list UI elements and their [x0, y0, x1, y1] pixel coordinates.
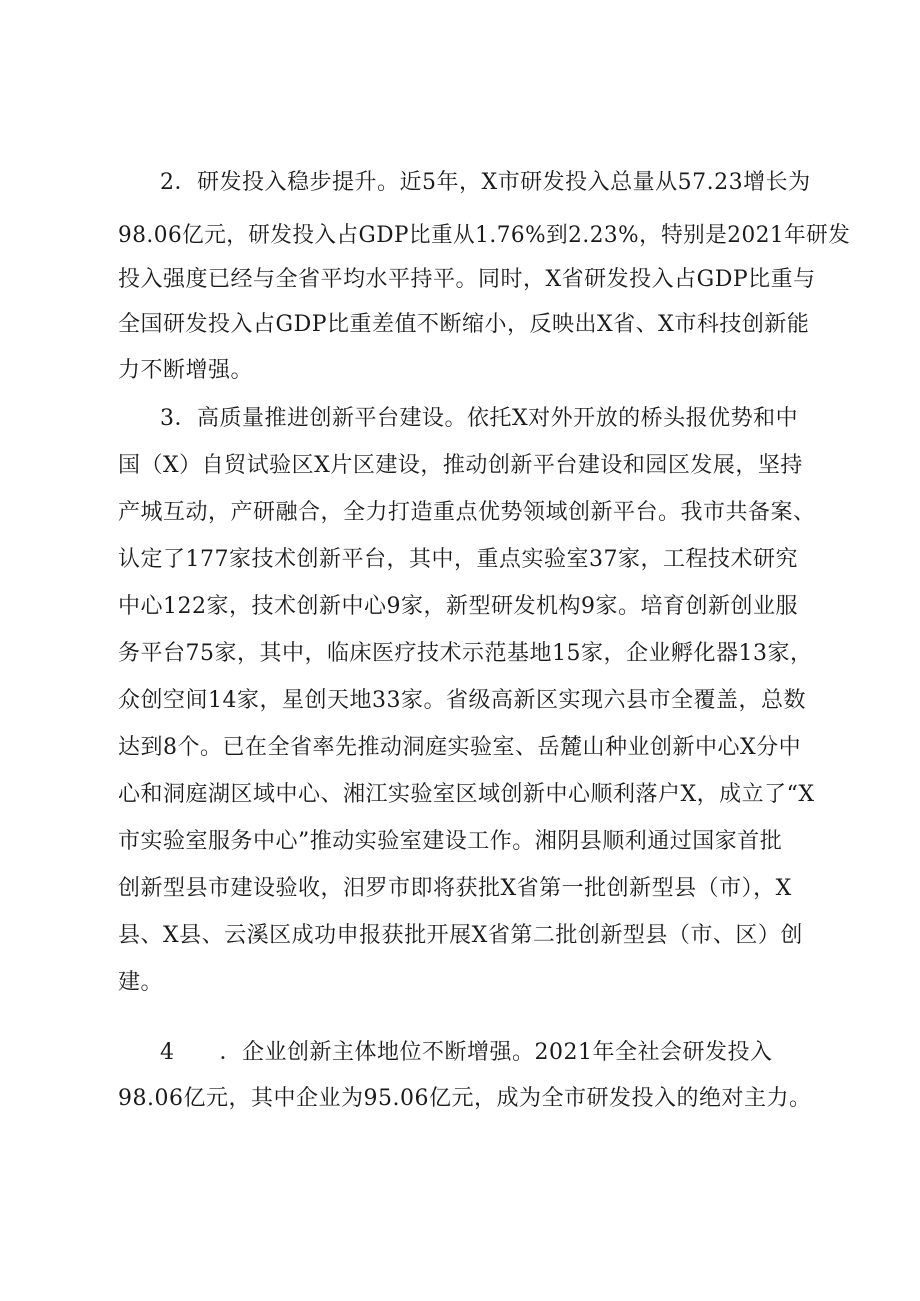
- paragraph-3-line-5: 中心122家，技术创新中心9家，新型研发机构9家。培育创新创业服: [118, 594, 798, 619]
- paragraph-3-line-13: 建。: [118, 970, 164, 995]
- paragraph-2-line-2: 98.06亿元，研发投入占GDP比重从1.76%到2.23%，特别是2021年研发: [118, 223, 851, 248]
- paragraph-3-line-12: 县、X县、云溪区成功申报获批开展X省第二批创新型县（市、区）创: [118, 923, 803, 948]
- paragraph-3-line-2: 国（X）自贸试验区X片区建设，推动创新平台建设和园区发展，坚持: [118, 453, 803, 478]
- paragraph-2-line-5: 力不断增强。: [118, 358, 254, 383]
- paragraph-3-line-10: 市实验室服务中心”推动实验室建设工作。湘阴县顺利通过国家首批: [118, 829, 783, 854]
- paragraph-3-line-9: 心和洞庭湖区域中心、湘江实验室区域创新中心顺利落户X，成立了“X: [118, 782, 815, 807]
- paragraph-3-line-4: 认定了177家技术创新平台，其中，重点实验室37家，工程技术研究: [118, 547, 798, 572]
- paragraph-3-line-7: 众创空间14家，星创天地33家。省级高新区实现六县市全覆盖，总数: [118, 688, 806, 713]
- paragraph-2-line-1: 2．研发投入稳步提升。近5年，X市研发投入总量从57.23增长为: [160, 170, 811, 195]
- paragraph-3-line-1: 3．高质量推进创新平台建设。依托X对外开放的桥头报优势和中: [160, 406, 799, 431]
- paragraph-3-line-6: 务平台75家，其中，临床医疗技术示范基地15家，企业孵化器13家，: [118, 641, 813, 666]
- paragraph-4-line-2: 98.06亿元，其中企业为95.06亿元，成为全市研发投入的绝对主力。: [118, 1086, 812, 1111]
- paragraph-3-line-11: 创新型县市建设验收，汨罗市即将获批X省第一批创新型县（市），X: [118, 876, 792, 901]
- paragraph-3-line-3: 产城互动，产研融合，全力打造重点优势领域创新平台。我市共备案、: [118, 500, 816, 525]
- paragraph-2-line-4: 全国研发投入占GDP比重差值不断缩小，反映出X省、X市科技创新能: [118, 312, 810, 337]
- paragraph-4-line-1: 4 ．企业创新主体地位不断增强。2021年全社会研发投入: [160, 1040, 773, 1065]
- paragraph-3-line-8: 达到8个。已在全省率先推动洞庭实验室、岳麓山种业创新中心X分中: [118, 735, 802, 760]
- paragraph-2-line-3: 投入强度已经与全省平均水平持平。同时，X省研发投入占GDP比重与: [118, 267, 816, 292]
